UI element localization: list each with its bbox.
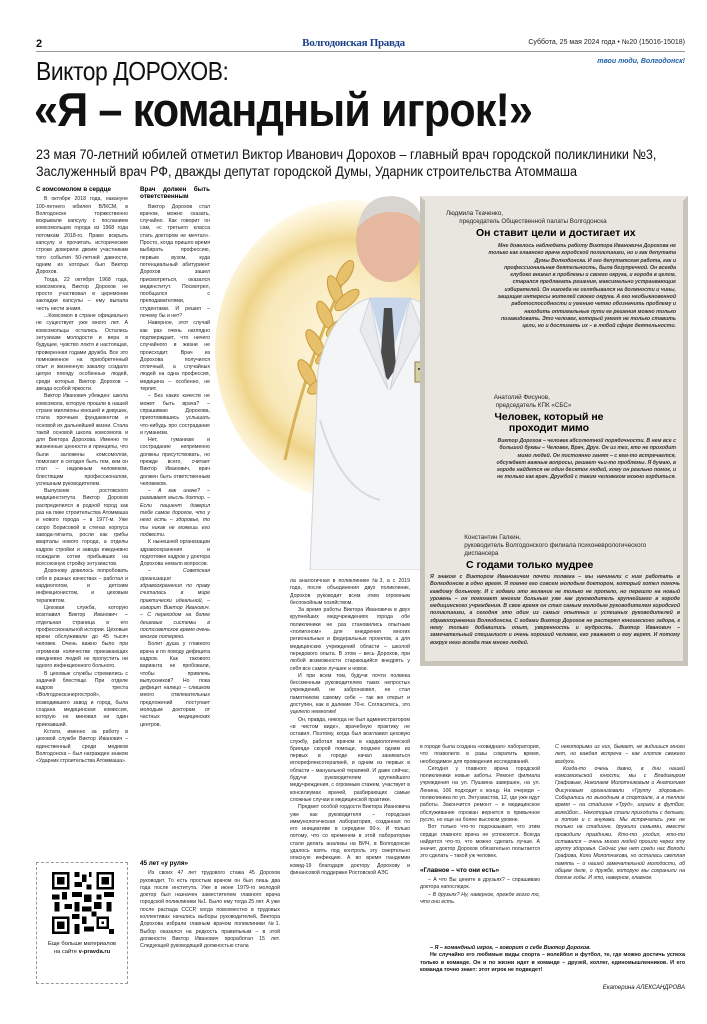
paragraph: Предмет особой гордости Виктора Ивановича уже как руководителя – городская иммунологическая лаборатория, созданная по его инициативе в середине 90-х. И только потому, что со временем в этой лаборатории стали делать анализы на ВИЧ, в Волгодонске удалось взять под контроль эту смертельно опасную инфекцию. А во время пандемии ковид-19 благодаря доктору Дорохову и финансовой поддержке Ростовской АЭС	[290, 804, 410, 876]
testimonial-position: председатель КПК «СБС»	[495, 402, 572, 409]
paragraph: Нет, гуманизм и сострадание непременно должны присутствовать, но прежде всего, считает Виктор Иванович, врач должен быть ответственным человеком.	[140, 437, 210, 487]
qr-code-icon[interactable]	[52, 872, 114, 934]
paragraph: Когда-то очень давно, в дни нашей комсомольской юности, мы с Владимиром Графовым, Николаем Молотниковым и Анатолием Фисуновым организовали «Группу здоровья». Собирались по выходным в спортзале, а в теплое время – на стадионе «Труд», играли в футбол, волейбол... Некоторые стали приходить с детьми, а потом и с внуками. Мы встречались уже не только на стадионе, дружили семьями, вместе проводили праздники. Кто-то уходил, кто-то оставался – очень много людей прошло через эту группу здоровья. Сейчас уже нет среди нас Володи Графова, Коли Молотникова, но осталась светлая память – о нашей замечательной молодости, об общем деле, о дружбе, которую мы сохранили на долгие годы. И это, наверное, главное.	[555, 765, 685, 882]
paragraph: За время работы Виктора Ивановича в двух крупнейших медучреждениях города обе поликлиники не раз становились опытным «полигоном» для внедрения многих региональных и федеральных проектов, а для медицинских учреждений области – школой передового опыта. В этом – весь Дорохов, при любой возможности старающийся внедрять у себя все самое лучшее и новое.	[290, 607, 410, 672]
article-column-1	[36, 186, 128, 765]
subheading-45-years: 45 лет «у руля»	[140, 860, 189, 867]
article-column-5	[555, 744, 685, 883]
paragraph: В цеховые службы стремились с задачей блестяще. При отделе кадров треста «Волгодонскэнергострой», возводившего завод и город, была создана медицинская комиссия, которую не миновал ни один приехавший.	[36, 670, 128, 728]
article-column-3	[290, 578, 410, 877]
paragraph: Цеховая служба, которую возглавил Виктор Иванович – отдельная страница в его профессиональной истории. Цеховые врачи обслуживали до 45 тысяч человек. Очень важно было при огромном количестве приезжающих ежедневно людей не пропустить ни одного инфекционного больного.	[36, 604, 128, 670]
paragraph: Тогда, 22 октября 1968 года, комсомолец Виктор Дорохов не просто участвовал в церемонии закладки капсулы – ему выпала честь нести знамя.	[36, 276, 128, 312]
subheading-responsibility: Врач должен быть ответственным	[140, 186, 210, 201]
testimonial-name: Анатолий Фисунов,	[493, 394, 550, 401]
article-column-2	[140, 186, 210, 729]
testimonial-text: Виктор Дорохов – человек абсолютной порядочности. В нем все с большой буквы – Человек, Врач, Друг. Он из тех, кто не проходит мимо людей. Он постоянно занят – с кем-то встречается, обсуждает важные вопросы, решает чьи-то проблемы. Я думаю, в городе найдется не один десяток людей, кому он реально помог, и не только как врач. Дружбой с таким человеком можно гордиться.	[496, 438, 676, 481]
page-number: 2	[36, 38, 43, 50]
paragraph: Виктор Иванович убежден: школа комсомола, которую прошли в нашей стране миллионы юношей и девушек, стала прочным фундаментом и основой их дальнейшей жизни. Стала такой основой школа комсомола и для Виктора Дорохова. Именно те жизненные ценности и принципы, что были заложены комсомолом, помогают и сегодня быть тем, кем он стал – надежным человеком, блестящим профессионалом, успешным руководителем.	[36, 393, 129, 487]
paragraph: Выпускник ростовского медицинститута Виктор Дорохов распределился в родной город как раз на пике строительства Атоммаша и нового города – в 1977-м. Уже скоро Борисовой в стенах корпуса завода-гиганта, росли как грибы кварталы нового города, а отделы кадров стройки и завода ежедневно осаждали сотни прибывших на всесоюзную стройку энтузиастов.	[36, 488, 128, 568]
paragraph: И при всем том, будучи почти полвека бессменным руководителем таких непростых учреждений, не забронзовел, не стал памятником самому себе – так же открыт и доступен, как в далекие 70-е. Согласитесь, это уцелело немногим!	[290, 672, 410, 716]
testimonial-galkin	[430, 534, 680, 647]
qr-caption-line1: Еще больше материалов	[47, 941, 117, 947]
closing-text: Не случайно его любимые виды спорта – волейбол и футбол, те, где можно достичь успеха только в команде. Он и по жизни идет в команде – друзей, коллег, единомышленников. И его команда точно знает: этот игрок не подведет!	[420, 952, 685, 973]
site-link[interactable]: v-pravda.ru	[78, 949, 111, 955]
newspaper-logo: Волгодонская Правда	[302, 37, 405, 49]
paragraph: – В друзьях? Ну, наверное, прежде всего то, что они есть.	[420, 891, 540, 905]
testimonial-name: Константин Галкин,	[464, 534, 521, 541]
paragraph: Доронову довелось попробовать себя в разных качествах – работал и кардиологом, и детским инфекционистом, и цеховым терапевтом.	[36, 568, 128, 604]
testimonial-position: руководитель Волгодонского филиала психоневрологического диспансера	[464, 542, 647, 557]
testimonial-name: Людмила Ткаченко,	[446, 210, 504, 217]
paragraph: Он, правда, никогда не был администратором «в чистом виде», врачебную практику не оставил. Поэтому, когда был возглавил цеховую службу, работал врачом в кардиологической бригаде скорой помощи, позднее одним из первых в городе начал заниматься иглорефлексотерапией, и одним из первых в области – мануальной терапией. И даже сейчас, будучи руководителем крупнейшего медучреждения, с огромным стажем, участвует в консилиумах врачей, разбирающих самые сложные случаи в медицинской практике.	[290, 716, 410, 803]
article-lead: 23 мая 70-летний юбилей отметил Виктор Иванович Дорохов – главный врач городской поликлиники №3, Заслуженный врач РФ, дважды депутат городской Думы, Ударник строительства Атоммаша	[36, 146, 657, 179]
article-column-4	[420, 744, 540, 906]
testimonial-title: С годами только мудрее	[466, 559, 594, 571]
paragraph: в городе была создана «ковидная» лаборатория, что позволило в разы сократить время, необходимое для проведения исследований.	[420, 744, 540, 765]
paragraph: ...Комсомол в стране официально не существует уже много лет. А комсомольцы остались. Остались энтузиазм молодости и вера в будущее, чувство локтя и настоящая, проверенная годами дружба. Все это помноженное на приобретенный опыт и жизненную закалку создало целую плеяду особенных людей, среди которых Виктор Дорохов – звезда особой яркости.	[36, 313, 128, 393]
subheading-friends: «Главное – что они есть»	[420, 866, 500, 874]
paragraph: Вот только что-то подсказывает, что этим сердце главного врача не успокоится. Всегда найдется что-то, что можно сделать лучше. А значит, доктор Дорохов обязательно попытается это сделать – такой уж человек.	[420, 824, 540, 860]
article-column-2b	[140, 860, 280, 951]
paragraph: – А что Вы цените в друзьях? – спрашиваю доктора напоследок.	[420, 877, 540, 891]
testimonial-text: Мне довелось наблюдать работу Виктора Ивановича Дорохова не только как главного врача городской поликлиники, но и как депутата Думы Волгодонска. И его депутатская работа, как и профессиональная деятельность, была безупречной. Он всегда глубоко вникал в проблемы и своего округа, и города в целом, старался предлагать решения, максимально устраивающие избирателей. Он никогда не оглядывался на должности и чины, защищая интересы жителей своего округа. А его необыкновенной работоспособности и умению четко обозначить проблему и находить оптимальные пути ее решения можно только позавидовать. Это человек, который умеет не только ставить цели, но и достигать их – в любой сфере деятельности.	[488, 243, 676, 330]
paragraph: – Без каких качеств не может быть врача? – спрашиваю Дорохова, приготовившись услышать что-нибудь про сострадание и гуманизм.	[140, 393, 210, 436]
paragraph: Сегодня у главного врача городской поликлиники новые заботы. Ремонт филиала учреждения на ул. Пушкина завершен, на ул. Ленина, 106 подходит к концу. На очереди – поликлиника по ул. Энтузиастов, 12, где уже идут работы. Закончится ремонт – и медицинское обслуживание горожан вернется в привычное русло, но еще на более высоком уровне.	[420, 765, 540, 823]
qr-caption	[36, 940, 128, 956]
paragraph: – А как иначе? – развивает мысль доктор. – Если пациент доверил тебе самое дорогое, что у него есть – здоровье, то ты никак не можешь его подвести.	[140, 488, 210, 538]
paragraph: В октябре 2018 года, накануне 100-летнего юбилея ВЛКСМ, в Волгодонске торжественно вскрывали капсулу с посланием комсомольцев города из 1968 года потомкам 2018-го. Право вскрыть капсулу и прочитать исторические строки доверили двоим участникам того события 50-летней давности, одним из которых был Виктор Дорохов.	[36, 196, 128, 276]
article-closing	[420, 945, 685, 974]
paragraph: Наверное, этот случай как раз очень наглядно подтверждает, что ничего случайного в жизни не происходит. Врач из Дорохова получился отличный, а случайных людей на одна профессия, медицина – особенно, не терпит.	[140, 320, 210, 393]
paragraph: К нынешней организации здравоохранения и подготовке кадров у доктора Дорохова немало вопросов.	[140, 539, 210, 568]
testimonial-fisunov	[490, 394, 676, 482]
article-kicker: Виктор ДОРОХОВ:	[36, 56, 229, 86]
qr-caption-prefix: на сайте	[53, 949, 77, 955]
paragraph: Виктор Дорохов стал врачом, можно сказать, случайно. Как говорит он сам, «с третьего класса стать доктором не мечтал». Просто, когда пришло время выбирать профессию, первым вузом, куда потенциальный абитуриент Дорохов зашел присмотреться, оказался мединститут. Посмотрел, пообщался с преподавателями, студентами. И решил – почему бы и нет?	[140, 203, 210, 320]
paragraph: – Советская организация здравоохранения по праву считалась в мире практически идеальной, – говорит Виктор Иванович. – С переходом на более дешевые системы в постсоветское время очень многое потеряно.	[140, 568, 211, 641]
article-author: Екатерина АЛЕКСАНДРОВА	[602, 985, 685, 991]
issue-date: Суббота, 25 мая 2024 года • №20 (15016-15018)	[528, 39, 685, 46]
section-rubric: твои люди, Волгодонск!	[597, 58, 685, 65]
testimonial-title: Он ставит цели и достигает их	[476, 227, 636, 239]
paragraph: С некоторыми из них, бывает, не видишься много лет, но каждая встреча – как глоток свежего воздуха.	[555, 744, 685, 765]
paragraph: Из своих 47 лет трудового стажа 45 Дорохов руководит. То есть простым врачом он был лишь два года после института. Уже в июне 1979-го молодой доктор был назначен заместителем главного врача городской поликлиники №1. Было ему тогда 25 лет. А уже после распада СССР, когда повсеместно в трудовых коллективах начались выборы руководителей, Виктора Дорохова избрали главным врачом поликлиники №1. Выбор оказался на редкость правильным – в этой должности Виктор Иванович проработал 15 лет. Следующей руководящей должностью стала	[140, 870, 280, 950]
paragraph: ла аналогичная в поликлинике №3, а с 2019 года, после объединения двух поликлиник, Дорохов руководит всем этим огромным беспокойным хозяйством.	[290, 578, 410, 606]
subheading-komsomol: С комсомолом в сердце	[36, 186, 112, 193]
testimonial-title: Человек, который не проходит мимо	[494, 411, 604, 434]
article-headline: «Я – командный игрок!»	[34, 83, 533, 136]
testimonial-position: председатель Общественной палаты Волгодонска	[459, 218, 607, 225]
header-divider	[36, 51, 685, 52]
paragraph: Болит душа у главного врача и по поводу дефицита кадров. Как такового варианта не пробовали, чтобы привлечь выпускников? Но пока дефицит налицо – слишком много отвлекательных предложений поступает молодым докторам от частных медицинских центров.	[140, 641, 210, 728]
paragraph: Кстати, именно за работу в цеховой службе Виктор Иванович – единственный среди медиков Волгодонска – был награжден знаком «Ударник строительства Атоммаша».	[36, 728, 128, 765]
testimonial-text: Я знаком с Виктором Ивановичем почти полвека – мы начинали с ним работать в Волгодонске в одно время. Я помню его совсем молодым доктором, который хотел помочь каждому больному. И с годами это желание не только не пропало, но перешло на новый уровень – он помогает многим больным уже как руководитель крупнейшего в городе медицинского учреждения. В свое время он стал самым молодым руководителем городской поликлиники, а сегодня это один из самых опытных и успешных руководителей в здравоохранении Волгодонска. С годами Виктор Дорохов не растерял юношеского задора, к нему только добавились опыт, уверенность и мудрость. Виктор Иванович – замечательный специалист и очень хороший человек, его уважают и ему верят. И потому вокруг него всегда так много людей.	[430, 574, 680, 646]
testimonial-tkachenko	[446, 210, 676, 331]
closing-quote: – Я – командный игрок, – говорит о себе Виктор Дорохов.	[430, 945, 591, 951]
